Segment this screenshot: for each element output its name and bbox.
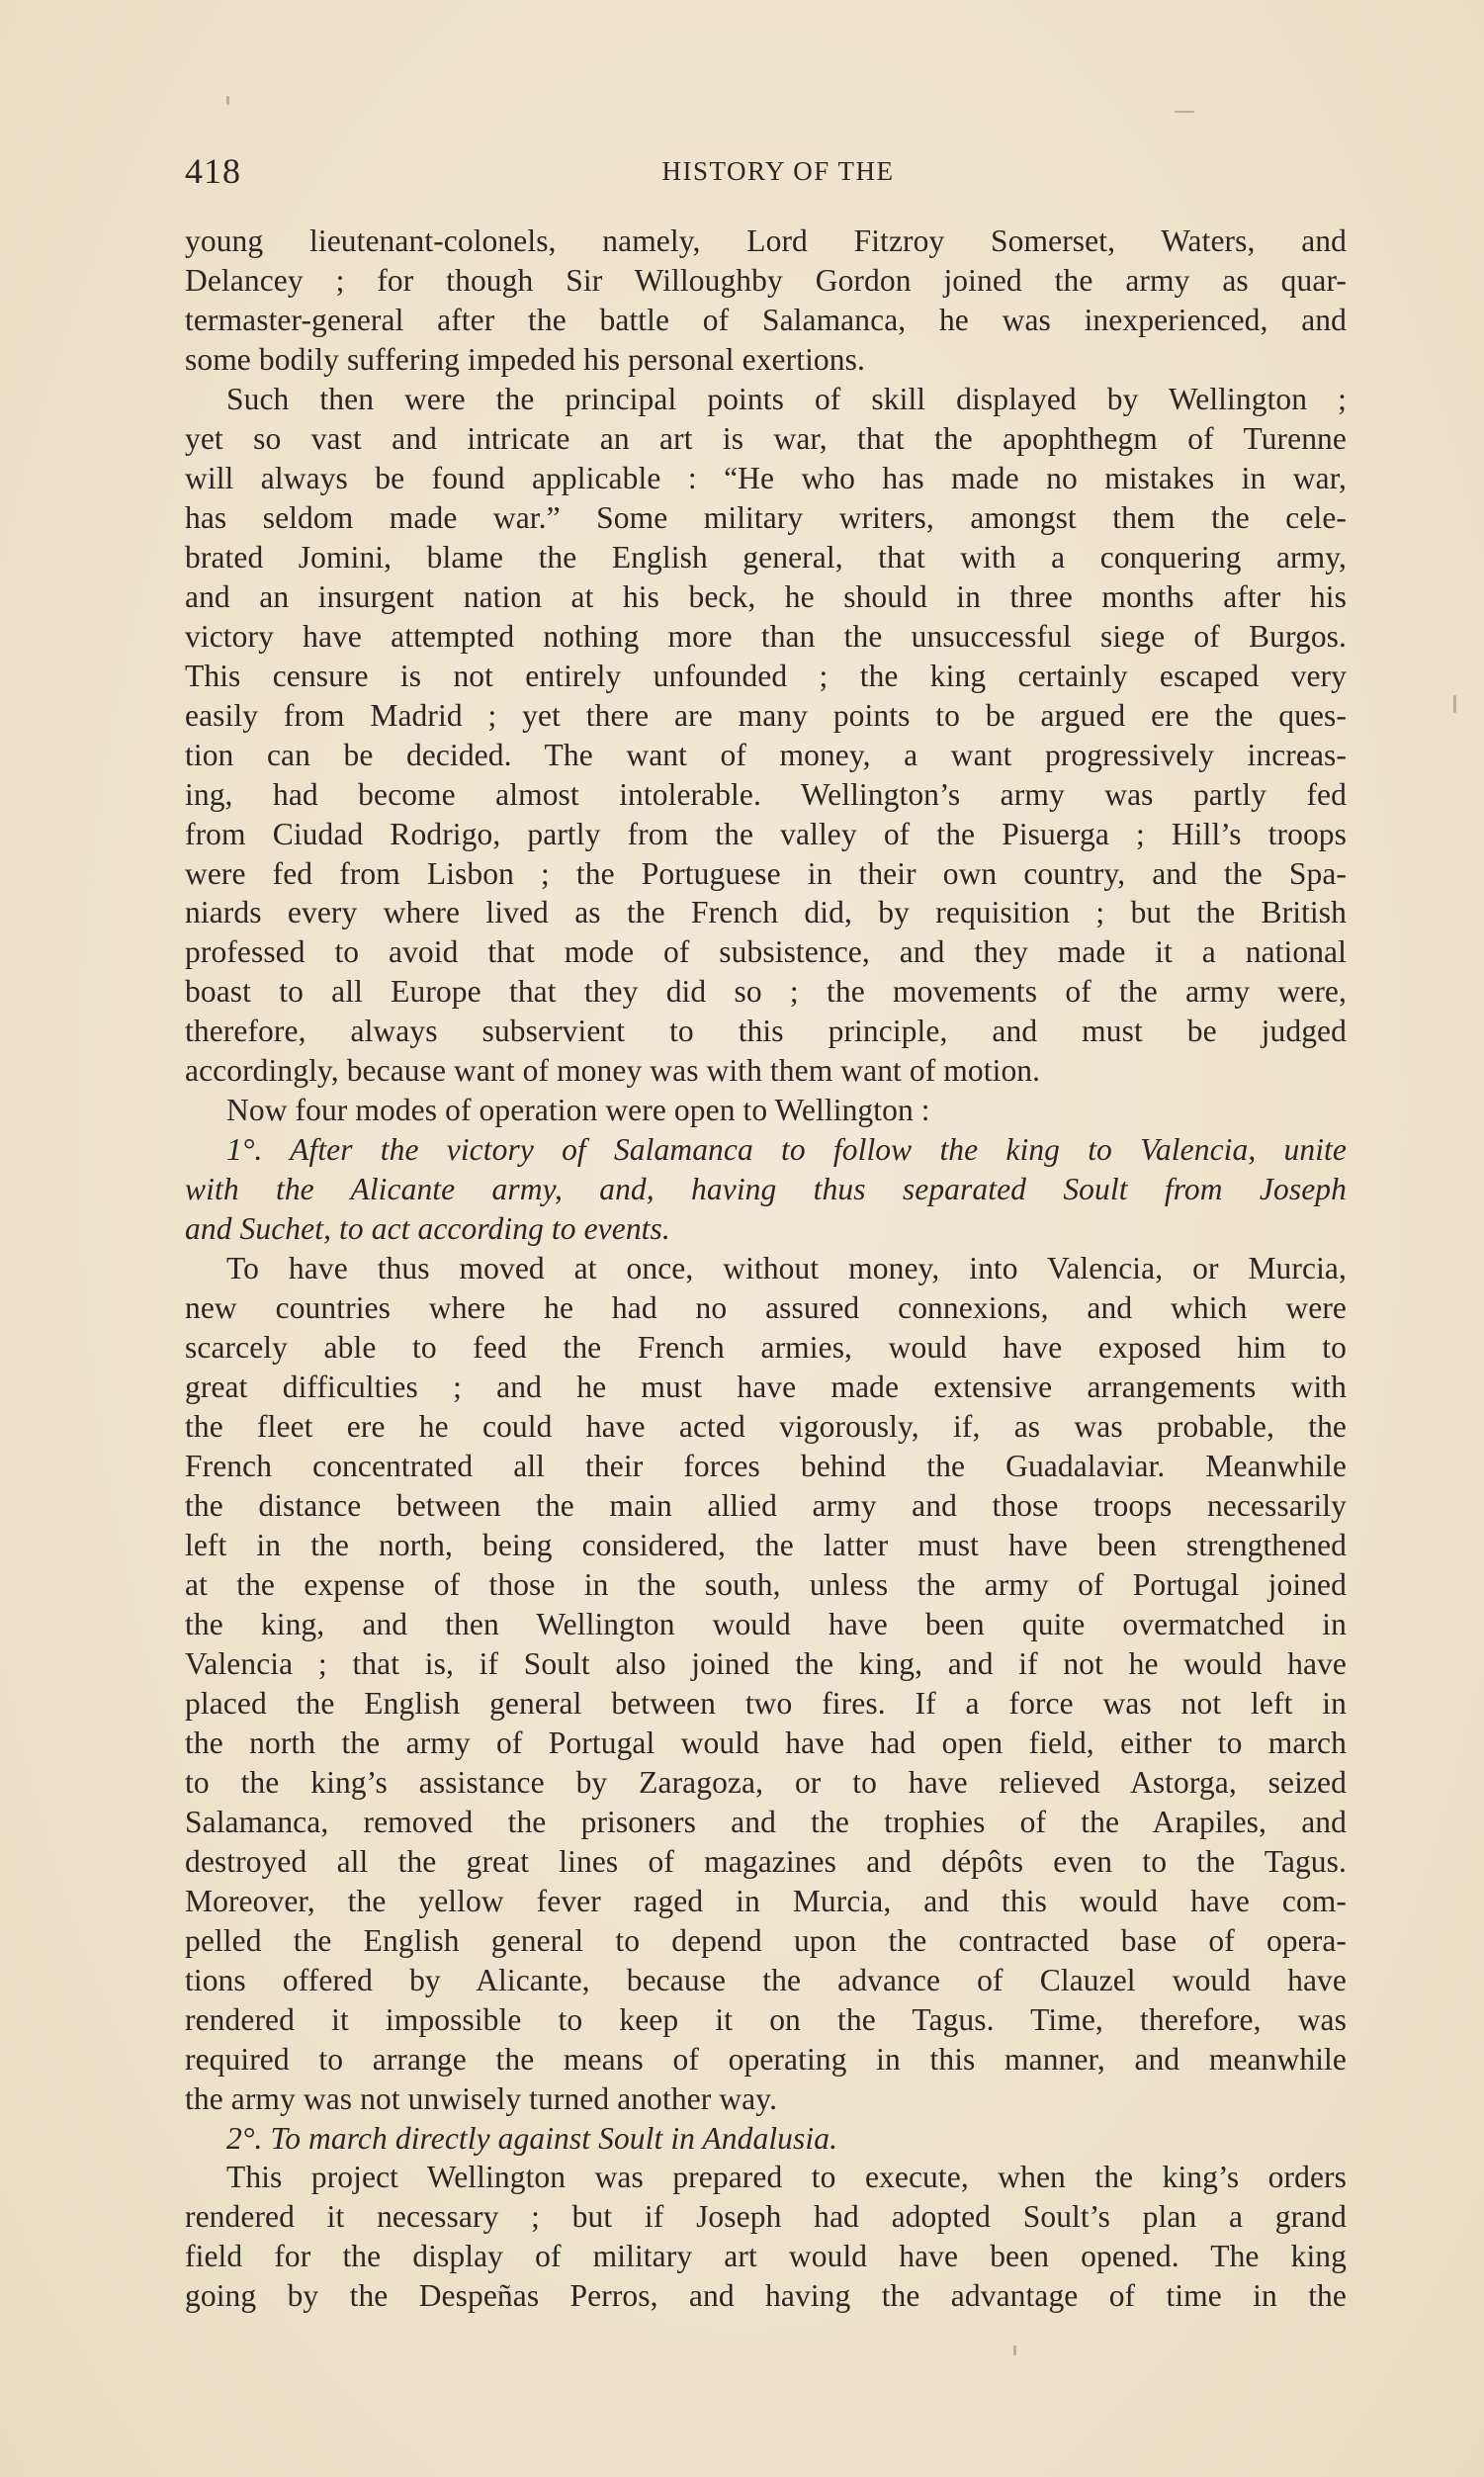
text-line: at the expense of those in the south, unless the army of Portugal joined	[185, 1566, 1347, 1602]
text-line: with the Alicante army, and, having thus separated Soult from Joseph	[185, 1172, 1347, 1207]
page-edge-mark	[1175, 111, 1194, 113]
text-line: 1°. After the victory of Salamanca to follow the king to Valencia, unite	[226, 1132, 1347, 1168]
text-line: from Ciudad Rodrigo, partly from the valley of the Pisuerga ; Hill’s troops	[185, 816, 1347, 851]
text-line: tions offered by Alicante, because the advance of Clauzel would have	[185, 1962, 1347, 1997]
text-line: will always be found applicable : “He who has made no mistakes in war,	[185, 460, 1347, 495]
running-head: HISTORY OF THE	[661, 156, 895, 186]
text-line: placed the English general between two fires. If a force was not left in	[185, 1685, 1347, 1721]
text-line: were fed from Lisbon ; the Portuguese in their own country, and the Spa-	[185, 855, 1347, 891]
text-line: pelled the English general to depend upon the contracted base of opera-	[185, 1922, 1347, 1958]
text-line: field for the display of military art would have been opened. The king	[185, 2239, 1347, 2274]
text-line: young lieutenant-colonels, namely, Lord Fitzroy Somerset, Waters, and	[185, 223, 1347, 258]
page-speck-mark	[1013, 2345, 1016, 2355]
text-line: some bodily suffering impeded his personal exertions.	[185, 341, 865, 377]
text-line: accordingly, because want of money was with them want of motion.	[185, 1053, 1041, 1089]
text-line: This censure is not entirely unfounded ; the king certainly escaped very	[185, 658, 1347, 693]
page-header	[185, 148, 1347, 198]
text-line: brated Jomini, blame the English general, that with a conquering army,	[185, 539, 1347, 575]
text-line: 2°. To march directly against Soult in Andalusia.	[226, 2120, 838, 2156]
text-line: Such then were the principal points of skill displayed by Wellington ;	[226, 381, 1347, 416]
text-line: rendered it impossible to keep it on the Tagus. Time, therefore, was	[185, 2001, 1347, 2037]
text-line: victory have attempted nothing more than the unsuccessful siege of Burgos.	[185, 618, 1347, 654]
text-line: required to arrange the means of operating in this manner, and meanwhile	[185, 2041, 1347, 2077]
text-line: and Suchet, to act according to events.	[185, 1211, 670, 1247]
page-speck-mark	[226, 96, 229, 105]
text-line: to the king’s assistance by Zaragoza, or to have relieved Astorga, seized	[185, 1764, 1347, 1800]
text-line: ing, had become almost intolerable. Wellington’s army was partly fed	[185, 776, 1347, 812]
text-line: the distance between the main allied army and those troops necessarily	[185, 1488, 1347, 1523]
text-line: the king, and then Wellington would have been quite overmatched in	[185, 1606, 1347, 1641]
text-line: yet so vast and intricate an art is war, that the apophthegm of Turenne	[185, 420, 1347, 456]
text-line: This project Wellington was prepared to execute, when the king’s orders	[226, 2160, 1347, 2195]
text-line: rendered it necessary ; but if Joseph had adopted Soult’s plan a grand	[185, 2199, 1347, 2235]
text-line: and an insurgent nation at his beck, he should in three months after his	[185, 578, 1347, 614]
text-line: has seldom made war.” Some military writers, amongst them the cele-	[185, 499, 1347, 535]
text-line: the fleet ere he could have acted vigorously, if, as was probable, the	[185, 1409, 1347, 1445]
text-line: tion can be decided. The want of money, a want progressively increas-	[185, 737, 1347, 772]
text-line: the north the army of Portugal would have had open field, either to march	[185, 1725, 1347, 1760]
text-line: left in the north, being considered, the latter must have been strengthened	[185, 1527, 1347, 1562]
text-line: Moreover, the yellow fever raged in Murcia, and this would have com-	[185, 1883, 1347, 1918]
margin-tick-mark	[1453, 695, 1456, 713]
text-line: great difficulties ; and he must have made extensive arrangements with	[185, 1370, 1347, 1405]
text-line: termaster-general after the battle of Salamanca, he was inexperienced, and	[185, 302, 1347, 337]
text-line: new countries where he had no assured connexions, and which were	[185, 1290, 1347, 1326]
text-line: Valencia ; that is, if Soult also joined the king, and if not he would have	[185, 1645, 1347, 1681]
text-line: Delancey ; for though Sir Willoughby Gordon joined the army as quar-	[185, 262, 1347, 298]
text-line: Now four modes of operation were open to Wellington :	[226, 1093, 930, 1128]
text-line: professed to avoid that mode of subsistence, and they made it a national	[185, 934, 1347, 970]
text-line: boast to all Europe that they did so ; the movements of the army were,	[185, 974, 1347, 1010]
text-line: the army was not unwisely turned another way.	[185, 2080, 778, 2116]
text-line: To have thus moved at once, without money, into Valencia, or Murcia,	[226, 1251, 1347, 1286]
text-line: easily from Madrid ; yet there are many points to be argued ere the ques-	[185, 697, 1347, 733]
text-line: therefore, always subservient to this principle, and must be judged	[185, 1014, 1347, 1049]
body-text	[185, 221, 1347, 2316]
page-number: 418	[185, 151, 241, 191]
text-line: Salamanca, removed the prisoners and the trophies of the Arapiles, and	[185, 1804, 1347, 1839]
text-line: scarcely able to feed the French armies, would have exposed him to	[185, 1330, 1347, 1366]
text-line: going by the Despeñas Perros, and having the advantage of time in the	[185, 2278, 1347, 2314]
text-line: destroyed all the great lines of magazines and dépôts even to the Tagus.	[185, 1843, 1347, 1879]
text-line: niards every where lived as the French did, by requisition ; but the British	[185, 895, 1347, 930]
text-line: French concentrated all their forces behind the Guadalaviar. Meanwhile	[185, 1449, 1347, 1484]
